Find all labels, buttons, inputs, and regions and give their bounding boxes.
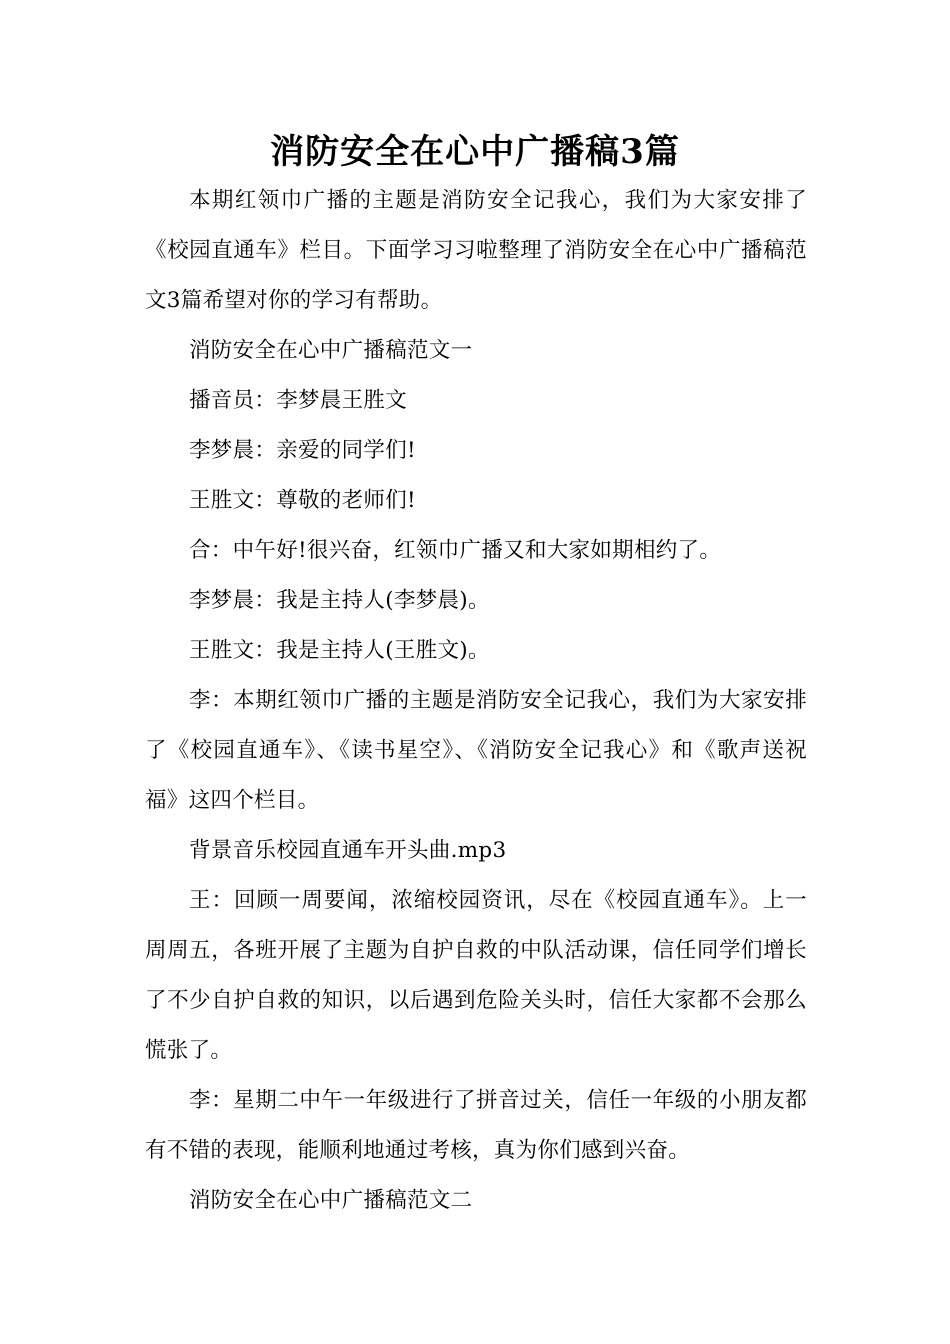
dialogue-line: 合：中午好!很兴奋，红领巾广播又和大家如期相约了。 [189, 538, 722, 563]
dialogue-paragraph: 王：回顾一周要闻，浓缩校园资讯，尽在《校园直通车》。上一周周五，各班开展了主题为自护自救的中队活动课，信任同学们增长了不少自护自救的知识，以后遇到危险关头时，信任大家都不会那么慌张了。 [145, 888, 807, 1063]
dialogue-line: 李梦晨：我是主持人(李梦晨)。 [189, 588, 490, 613]
section-heading-one: 消防安全在心中广播稿范文一 [189, 338, 473, 363]
dialogue-line: 王胜文：我是主持人(王胜文)。 [189, 638, 490, 663]
dialogue-paragraph: 李：本期红领巾广播的主题是消防安全记我心，我们为大家安排了《校园直通车》、《读书星空》、《消防安全记我心》和《歌声送祝福》这四个栏目。 [145, 688, 807, 813]
dialogue-line: 王胜文：尊敬的老师们! [189, 488, 416, 513]
dialogue-paragraph: 李：星期二中午一年级进行了拼音过关，信任一年级的小朋友都有不错的表现，能顺利地通过考核，真为你们感到兴奋。 [145, 1088, 807, 1163]
document-body [145, 176, 807, 1226]
dialogue-line: 李梦晨：亲爱的同学们! [189, 438, 416, 463]
section-heading-two: 消防安全在心中广播稿范文二 [189, 1188, 473, 1213]
document-title: 消防安全在心中广播稿3篇 [270, 132, 680, 172]
music-cue: 背景音乐校园直通车开头曲.mp3 [189, 838, 507, 863]
intro-paragraph: 本期红领巾广播的主题是消防安全记我心，我们为大家安排了《校园直通车》栏目。下面学习习啦整理了消防安全在心中广播稿范文3篇希望对你的学习有帮助。 [145, 188, 807, 313]
announcers-line: 播音员：李梦晨王胜文 [189, 388, 408, 413]
